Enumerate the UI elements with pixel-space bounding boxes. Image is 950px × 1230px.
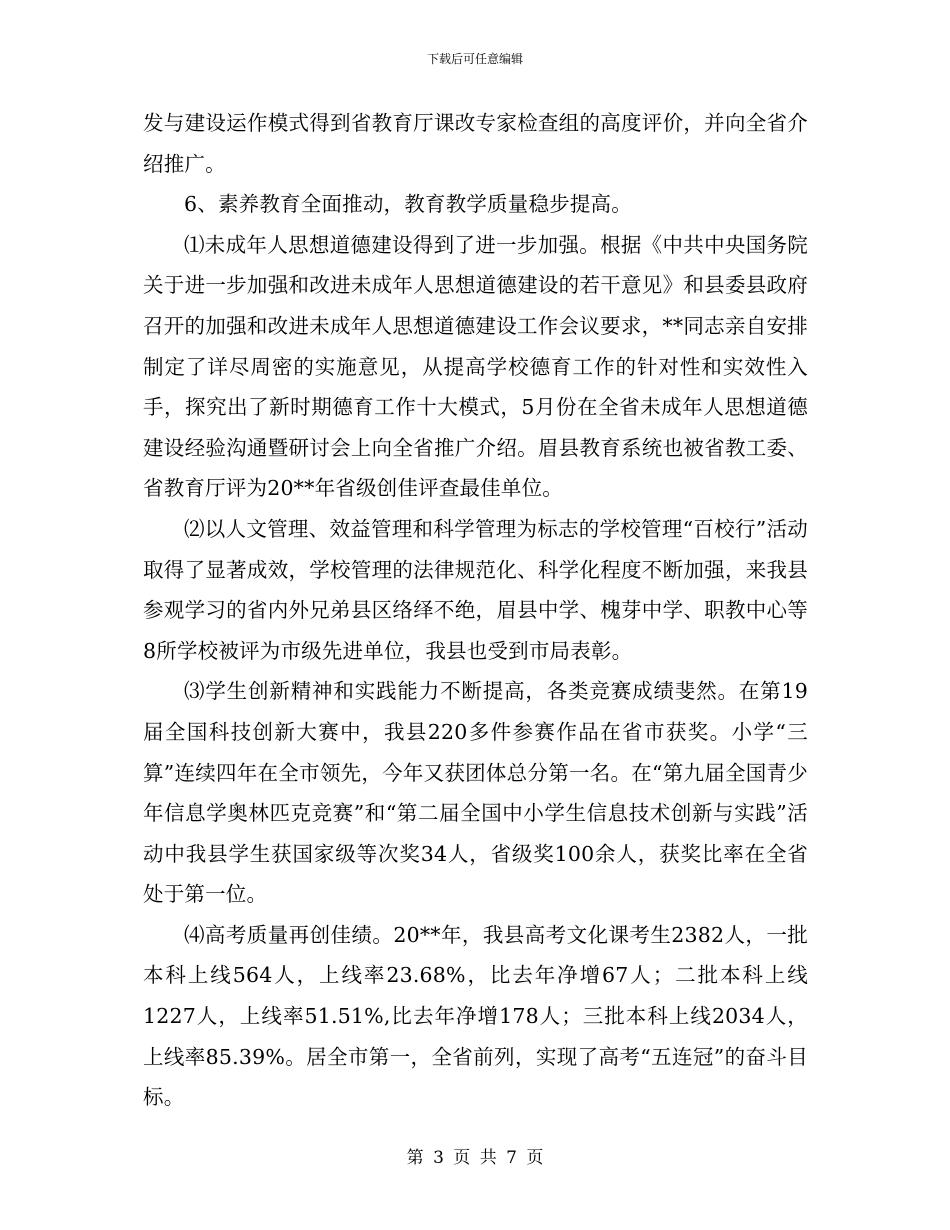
paragraph-school-management: ⑵以人文管理、效益管理和科学管理为标志的学校管理“百校行”活动取得了显著成效，学校管理的法律规范化、科学化程度不断加强，来我县参观学习的省内外兄弟县区络绎不绝，眉县中学、槐芽中学、职教中心等8所学校被评为市级先进单位，我县也受到市局表彰。 <box>143 516 808 663</box>
paragraph-student-competitions: ⑶学生创新精神和实践能力不断提高，各类竞赛成绩斐然。在第19届全国科技创新大赛中，我县220多件参赛作品在省市获奖。小学“三算”连续四年在全市领先，今年又获团体总分第一名。在“第九届全国青少年信息学奥林匹克竞赛”和“第二届全国中小学生信息技术创新与实践”活动中我县学生获国家级等次奖34人，省级奖100余人，获奖比率在全省处于第一位。 <box>143 679 808 907</box>
page-footer-number: 第 3 页 共 7 页 <box>406 1148 544 1168</box>
document-body <box>143 103 808 1118</box>
section-heading: 6、素养教育全面推动，教育教学质量稳步提高。 <box>184 192 632 217</box>
paragraph-college-exam: ⑷高考质量再创佳绩。20**年，我县高考文化课考生2382人，一批本科上线564人，上线率23.68%，比去年净增67人；二批本科上线1227人，上线率51.51%,比去年净增178人；三批本科上线2034人，上线率85.39%。居全市第一，全省前列，实现了高考“五连冠”的奋斗目标。 <box>143 922 808 1110</box>
paragraph-moral-education: ⑴未成年人思想道德建设得到了进一步加强。根据《中共中央国务院关于进一步加强和改进未成年人思想道德建设的若干意见》和县委县政府召开的加强和改进未成年人思想道德建设工作会议要求，**同志亲自安排制定了详尽周密的实施意见，从提高学校德育工作的针对性和实效性入手，探究出了新时期德育工作十大模式，5月份在全省未成年人思想道德建设经验沟通暨研讨会上向全省推广介绍。眉县教育系统也被省教工委、省教育厅评为20**年省级创佳评查最佳单位。 <box>143 232 808 501</box>
paragraph-continuation: 发与建设运作模式得到省教育厅课改专家检查组的高度评价，并向全省介绍推广。 <box>143 111 808 176</box>
page-header-note: 下载后可任意编辑 <box>426 52 523 66</box>
